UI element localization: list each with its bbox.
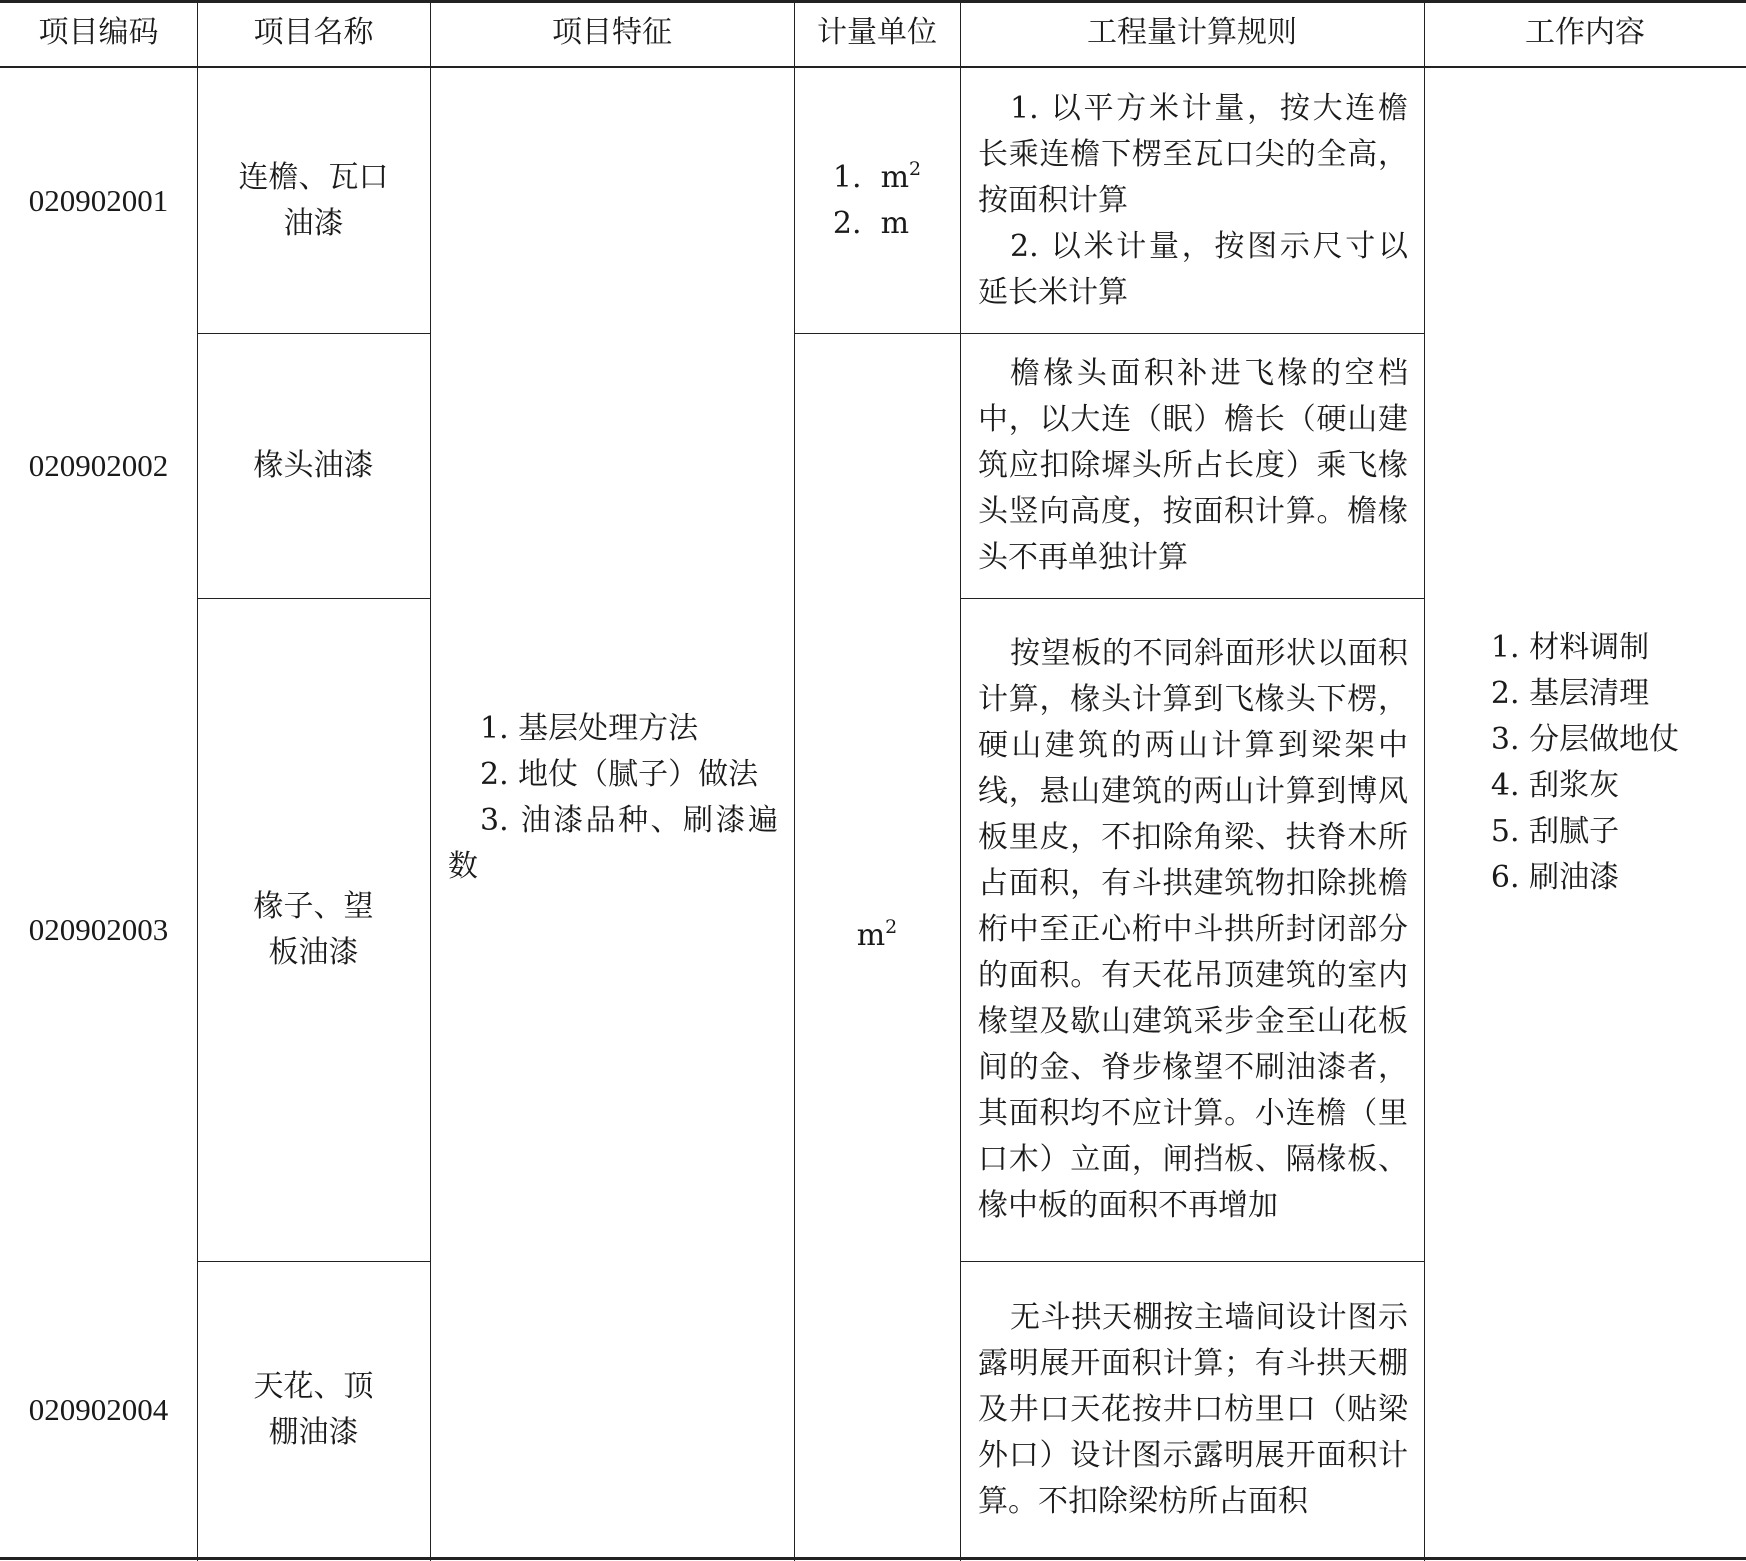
- row2-name: [197, 334, 430, 598]
- row1-rule: [960, 68, 1424, 333]
- row1-unit-prefix2: 2.: [832, 205, 862, 241]
- unit-cell-merged: [794, 334, 960, 1557]
- row3-rule-para: 按望板的不同斜面形状以面积计算，椽头计算到飞椽头下楞，硬山建筑的两山计算到梁架中线，悬山建筑的两山计算到博风板里皮，不扣除角梁、扶脊木所占面积，有斗拱建筑物扣除挑檐桁中至正心桁中斗拱所封闭部分的面积。有天花吊顶建筑的室内椽望及歇山建筑采步金至山花板间的金、脊步椽望不刷油漆者，其面积均不应计算。小连檐（里口木）立面，闸挡板、隔椽板、椽中板的面积不再增加: [978, 636, 1408, 1223]
- row3-code: [0, 599, 197, 1261]
- work-item-1: 1. 材料调制: [1490, 629, 1650, 665]
- header-unit-text: 计量单位: [817, 15, 937, 50]
- work-item-6: 6. 刷油漆: [1490, 859, 1620, 895]
- feature-cell: [430, 68, 794, 1557]
- row2-rule-para: 檐椽头面积补进飞椽的空档中，以大连（眠）檐长（硬山建筑应扣除墀头所占长度）乘飞椽头竖向高度，按面积计算。檐椽头不再单独计算: [978, 356, 1408, 575]
- row4-name-line2: 棚油漆: [268, 1414, 359, 1450]
- header-code: [0, 0, 197, 66]
- work-cell: [1424, 68, 1746, 1557]
- work-item-2: 2. 基层清理: [1490, 675, 1650, 711]
- row1-name: [197, 68, 430, 333]
- row3-name: [197, 599, 430, 1261]
- row1-unit-sup: 2: [909, 157, 922, 180]
- row1-name-line1: 连檐、瓦口: [238, 159, 389, 195]
- row1-unit-prefix1: 1.: [832, 159, 862, 195]
- row1-rule-para2: 2. 以米计量，按图示尺寸以延长米计算: [978, 228, 1408, 310]
- header-work: [1424, 0, 1746, 66]
- work-item-4: 4. 刮浆灰: [1490, 767, 1620, 803]
- unit-m2-base: m: [856, 917, 886, 953]
- header-unit: [794, 0, 960, 66]
- row4-rule-para: 无斗拱天棚按主墙间设计图示露明展开面积计算；有斗拱天棚及井口天花按井口枋里口（贴梁外口）设计图示露明展开面积计算。不扣除梁枋所占面积: [978, 1299, 1408, 1519]
- row1-unit-line1: [833, 155, 921, 201]
- header-feature-text: 项目特征: [552, 15, 672, 50]
- row1-code: [0, 68, 197, 333]
- row3-name-line1: 椽子、望: [253, 889, 374, 924]
- header-code-text: 项目编码: [38, 15, 159, 50]
- row1-unit: [794, 68, 960, 333]
- row3-name-line2: 板油漆: [268, 935, 359, 970]
- row4-rule: [960, 1262, 1424, 1557]
- row2-code: [0, 334, 197, 598]
- row2-rule: [960, 334, 1424, 598]
- bottom-border: [0, 1557, 1746, 1560]
- row1-name-line2: 油漆: [283, 205, 344, 241]
- work-item-3: 3. 分层做地仗: [1490, 721, 1680, 757]
- feature-item-2: 2. 地仗（腻子）做法: [480, 756, 759, 792]
- feature-item-3: 3. 油漆品种、刷漆遍数: [448, 802, 778, 884]
- unit-m2: [857, 913, 898, 959]
- header-work-text: 工作内容: [1525, 15, 1645, 50]
- work-item-5: 5. 刮腻子: [1490, 813, 1620, 849]
- row1-unit-m: m: [880, 159, 910, 195]
- row1-unit-line2: [833, 201, 921, 247]
- feature-item-1: 1. 基层处理方法: [480, 710, 699, 746]
- header-name-text: 项目名称: [253, 15, 374, 50]
- header-feature: [430, 0, 794, 66]
- row4-name: [197, 1262, 430, 1557]
- row1-code-text: 020902001: [28, 182, 169, 218]
- row1-unit-m2: m: [880, 205, 910, 241]
- header-rule: [960, 0, 1424, 66]
- header-rule-text: 工程量计算规则: [1087, 15, 1297, 50]
- unit-m2-sup: 2: [885, 915, 898, 938]
- row3-rule: [960, 599, 1424, 1261]
- row2-code-text: 020902002: [28, 448, 169, 483]
- header-name: [197, 0, 430, 66]
- row2-name-text: 椽头油漆: [253, 448, 374, 483]
- row4-name-line1: 天花、顶: [253, 1368, 374, 1404]
- row4-code: [0, 1262, 197, 1557]
- row3-code-text: 020902003: [28, 912, 169, 947]
- row1-rule-para1: 1. 以平方米计量，按大连檐长乘连檐下楞至瓦口尖的全高，按面积计算: [978, 90, 1408, 218]
- row4-code-text: 020902004: [28, 1391, 169, 1427]
